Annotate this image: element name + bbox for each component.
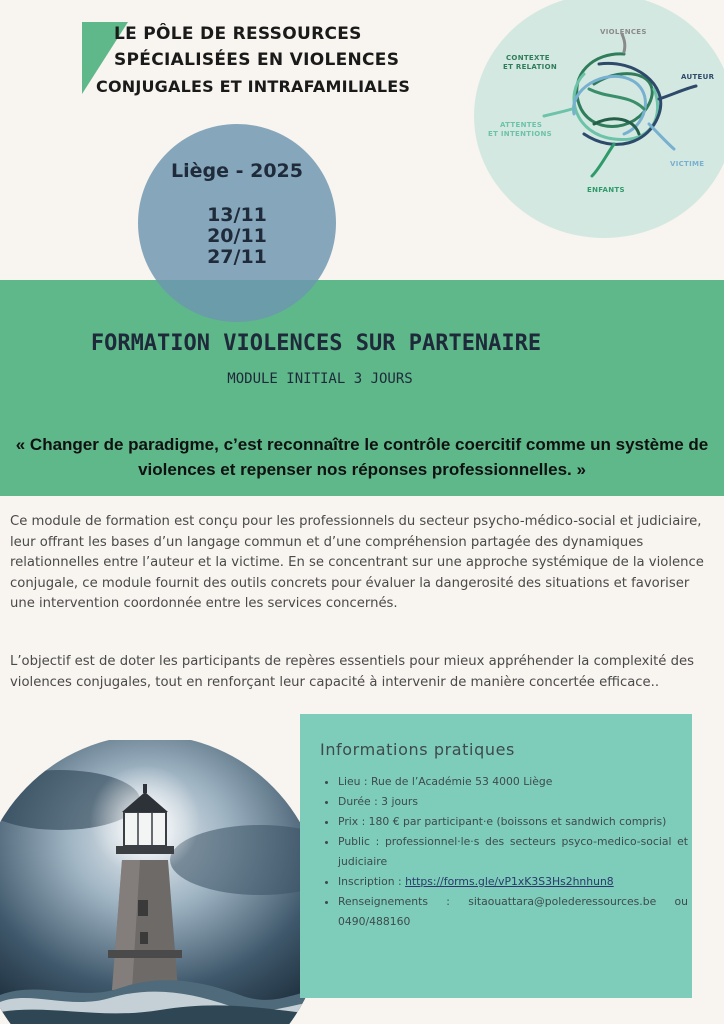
practical-info-box — [300, 714, 692, 998]
diagram-label-attentes: ATTENTES — [500, 121, 543, 129]
diagram-label-relation: ET RELATION — [503, 63, 557, 71]
date-item: 20/11 — [207, 225, 267, 247]
info-title: Informations pratiques — [320, 740, 515, 759]
inscription-link[interactable]: https://forms.gle/vP1xK3S3Hs2hnhun8 — [405, 875, 614, 888]
logo — [82, 22, 411, 102]
city-year: Liège - 2025 — [171, 160, 303, 182]
info-renseignements: • Renseignements : sitaouattara@polederessources.be ou 0490/488160 — [338, 892, 688, 932]
diagram-label-victime: VICTIME — [670, 160, 705, 168]
date-list — [138, 205, 336, 268]
logo-line-1: LE PÔLE DE RESSOURCES — [114, 24, 362, 44]
logo-line-2: SPÉCIALISÉES EN VIOLENCES — [114, 50, 400, 70]
diagram-label-contexte: CONTEXTE — [506, 54, 550, 62]
module-subtitle: MODULE INITIAL 3 JOURS — [227, 371, 413, 387]
diagram-label-auteur: AUTEUR — [681, 73, 715, 81]
info-list — [322, 772, 688, 932]
quote: « Changer de paradigme, c’est reconnaître le contrôle coercitif comme un système de violences et repenser nos réponses professionnelles. » — [15, 435, 709, 479]
diagram-label-violences: VIOLENCES — [600, 28, 647, 36]
description-paragraph-2: L’objectif est de doter les participants de repères essentiels pour mieux appréhender la complexité des violences conjugales, tout en renforçant leur capacité à intervenir de manière concertée efficace.. — [10, 654, 694, 690]
info-public: • Public : professionnel·le·s des secteurs psyco-medico-social et judiciaire — [338, 832, 688, 872]
diagram-label-enfants: ENFANTS — [587, 186, 625, 194]
info-lieu: • Lieu : Rue de l’Académie 53 4000 Liège — [338, 772, 688, 792]
description-paragraph-1: Ce module de formation est conçu pour les professionnels du secteur psycho-médico-social et judiciaire, leur offrant les bases d’un langage commun et d’une compréhension partagée des dynamiques relationnelles entre l’auteur et la victime. En se concentrant sur une approche systémique de la violence conjugale, ce module fournit des outils concrets pour évaluer la dangerosité des situations et favoriser une intervention coordonnée entre les services concernés. — [10, 514, 704, 611]
lighthouse-image — [0, 740, 330, 1024]
date-item: 13/11 — [207, 204, 267, 226]
date-item: 27/11 — [207, 246, 267, 268]
info-inscription — [338, 872, 688, 892]
inscription-label: Inscription : — [338, 875, 406, 888]
logo-line-3: CONJUGALES ET INTRAFAMILIALES — [96, 77, 411, 96]
tangled-threads-icon — [474, 0, 724, 238]
formation-title: FORMATION VIOLENCES SUR PARTENAIRE — [90, 331, 542, 356]
diagram-label-intentions: ET INTENTIONS — [488, 130, 553, 138]
info-duree: • Durée : 3 jours — [338, 792, 688, 812]
info-prix: • Prix : 180 € par participant·e (boissons et sandwich compris) — [338, 812, 688, 832]
